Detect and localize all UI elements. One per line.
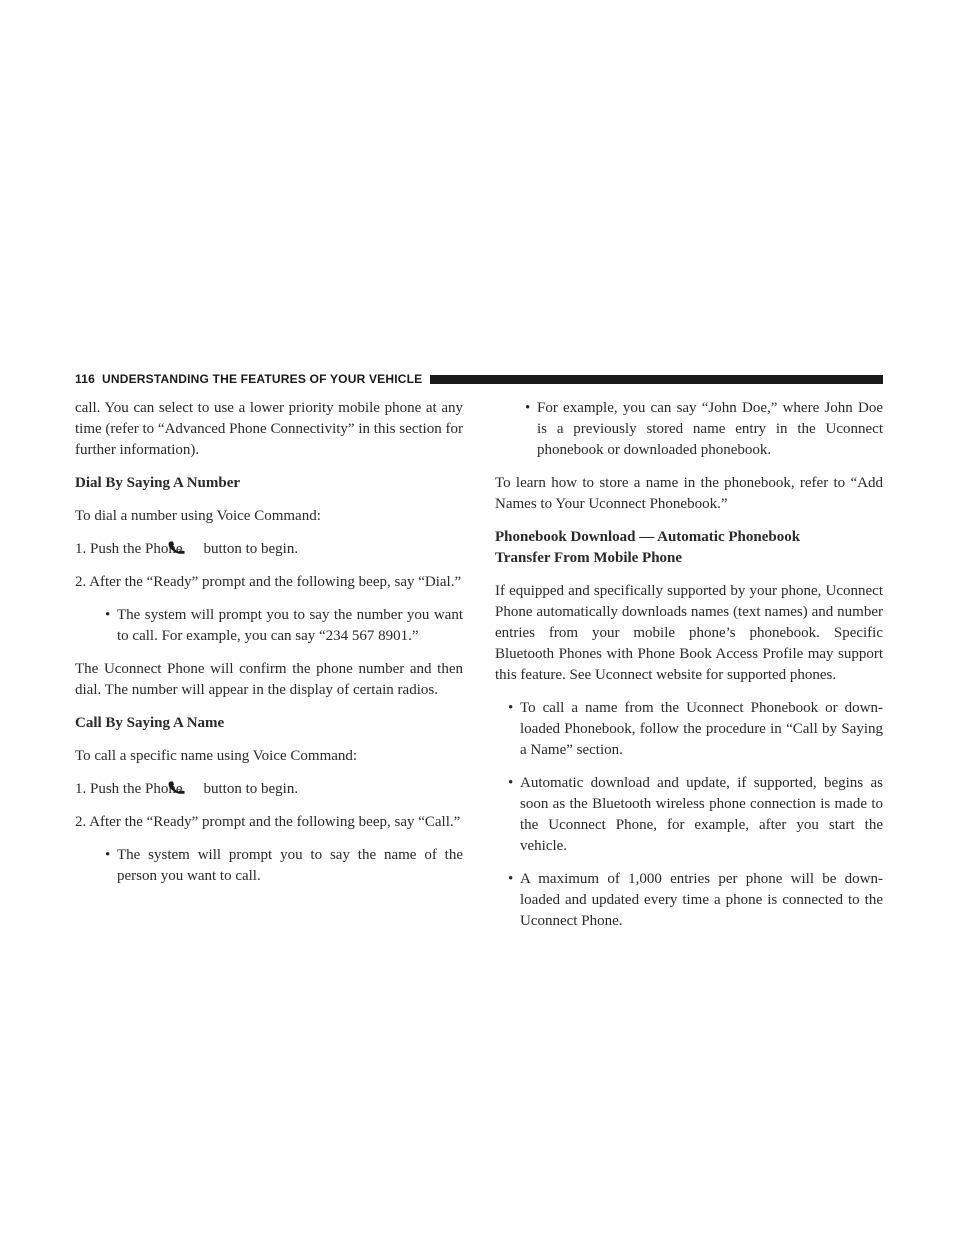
example-bullet [512, 398, 883, 461]
heading-phonebook-download [495, 527, 883, 569]
phonebook-bullet-3 [495, 869, 883, 932]
phonebook-bullet-1 [495, 698, 883, 761]
section-title: UNDERSTANDING THE FEATURES OF YOUR VEHICLE [101, 372, 423, 386]
phonebook-bullet-1-text: To call a name from the Uconnect Phonebook or down- loaded Phonebook, follow the procedure in “Call by Saying a Name” section. [520, 700, 883, 758]
dial-step-2: 2. After the “Ready” prompt and the following beep, say “Dial.” [75, 574, 462, 590]
example-bullet-text: For example, you can say “John Doe,” where John Doe is a previously stored name entry in the Uconnect phonebook or downloaded phonebook. [537, 400, 883, 458]
bullet-marker: • [105, 607, 111, 623]
dial-bullet [92, 605, 463, 647]
header-rule [430, 375, 883, 384]
phone-icon [184, 541, 203, 555]
call-bullet [92, 845, 463, 887]
call-step-1-text-b: button to begin. [203, 781, 299, 797]
confirm-paragraph: The Uconnect Phone will confirm the phone number and then dial. The number will appear in the display of certain radios. [75, 661, 463, 698]
phonebook-bullet-2-text: Automatic download and update, if supported, begins as soon as the Bluetooth wireless phone connection is made to the Uconnect Phone, for example, after you start the vehicle. [520, 775, 883, 854]
call-step-1-text-a: 1. Push the Phone [75, 781, 183, 797]
store-paragraph: To learn how to store a name in the phonebook, refer to “Add Names to Your Uconnect Phonebook.” [495, 475, 883, 512]
page-number: 116 [75, 372, 95, 386]
bullet-marker: • [508, 871, 514, 887]
page-header [75, 372, 883, 386]
dial-step-1 [75, 539, 463, 560]
heading-dial-by-number: Dial By Saying A Number [75, 475, 241, 491]
left-column [75, 398, 463, 899]
call-step-2: 2. After the “Ready” prompt and the following beep, say “Call.” [75, 814, 461, 830]
phone-icon [184, 781, 203, 795]
dial-step-1-text-a: 1. Push the Phone [75, 541, 183, 557]
bullet-marker: • [525, 400, 531, 416]
dial-step-1-text-b: button to begin. [203, 541, 299, 557]
heading-call-by-name: Call By Saying A Name [75, 715, 225, 731]
phonebook-bullet-2 [495, 773, 883, 857]
phonebook-bullet-3-text: A maximum of 1,000 entries per phone will be down- loaded and updated every time a phone is connected to the Uconnect Phone. [520, 871, 883, 929]
dial-intro: To dial a number using Voice Command: [75, 508, 321, 524]
phonebook-paragraph: If equipped and specifically supported by your phone, Uconnect Phone automatically downloads names (text names) and number entries from your mobile phone’s phonebook. Specific Bluetooth Phones with Phone Book Access Profile may support this feature. See Uconnect website for supported phones. [495, 583, 883, 683]
right-column [495, 398, 883, 944]
heading-phonebook-line-1: Phonebook Download — Automatic Phonebook [495, 529, 801, 545]
bullet-marker: • [508, 700, 514, 716]
call-step-1 [75, 779, 463, 800]
dial-bullet-text: The system will prompt you to say the number you want to call. For example, you can say “234 567 8901.” [117, 607, 463, 644]
bullet-marker: • [508, 775, 514, 791]
heading-phonebook-line-2: Transfer From Mobile Phone [495, 550, 683, 566]
call-intro: To call a specific name using Voice Command: [75, 748, 358, 764]
bullet-marker: • [105, 847, 111, 863]
call-bullet-text: The system will prompt you to say the name of the person you want to call. [117, 847, 463, 884]
intro-paragraph: call. You can select to use a lower priority mobile phone at any time (refer to “Advanced Phone Connectivity” in this section for further information). [75, 400, 463, 458]
